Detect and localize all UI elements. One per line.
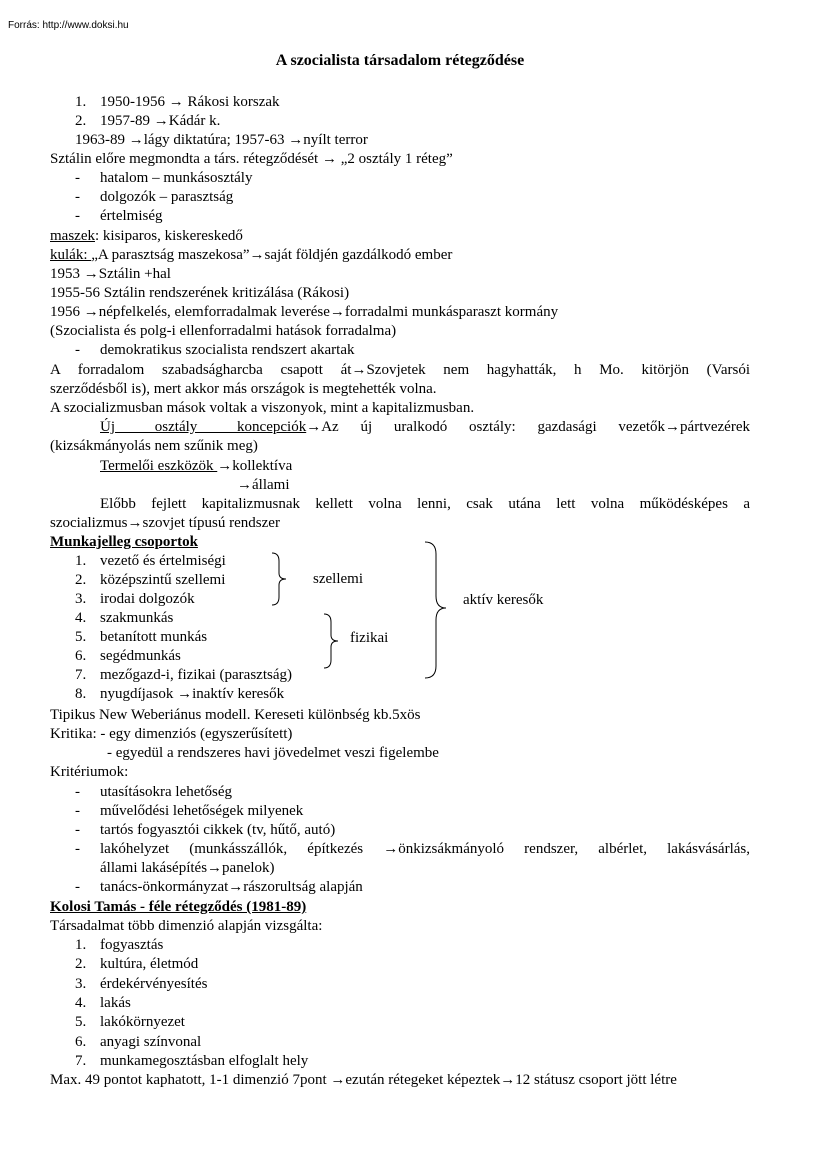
term: Új osztály koncepciók [100,419,307,435]
list-number: 7. [75,667,87,683]
source-note: Forrás: http://www.doksi.hu [8,20,129,31]
text-line: Kritika: - egy dimenziós (egyszerűsített) [50,726,293,742]
list-item: lakókörnyezet [100,1014,185,1031]
dash-bullet: - [75,170,80,186]
list-number: 2. [75,113,87,129]
text-line: Kritériumok: [50,764,129,780]
list-item: tanács-önkormányzat→rászorultság alapján [100,879,363,895]
paragraph-line: szocializmus→szovjet típusú rendszer [50,515,280,531]
list-item: lakás [100,994,131,1011]
paragraph-line: A forradalom szabadságharcba csapott át→Szovjetek nem hagyhatták, h Mo. kitörjön (Varsói [50,362,750,378]
list-number: 8. [75,686,87,702]
list-item: hatalom – munkásosztály [100,170,253,186]
list-number: 2. [75,572,87,588]
list-item: szakmunkás [100,610,174,626]
section-heading: Munkajelleg csoportok [50,534,198,550]
group-label-szellemi: szellemi [313,571,363,587]
list-number: 3. [75,975,87,992]
paragraph-line [100,418,750,437]
dash-bullet: - [75,342,80,358]
definition-line [50,227,243,246]
dash-bullet: - [75,879,80,895]
list-item: fogyasztás [100,937,164,953]
text-line: 1953 →Sztálin +hal [50,266,171,282]
list-number: 1. [75,94,87,110]
definition-line [100,457,292,476]
list-item: munkamegosztásban elfoglalt hely [100,1052,309,1069]
definition-line [50,246,452,265]
text-line: 1956 →népfelkelés, elemforradalmak leverése→forradalmi munkásparaszt kormány [50,304,559,320]
text-line: 1955-56 Sztálin rendszerének kritizálása (Rákosi) [50,285,350,301]
text-line: Tipikus New Weberiánus modell. Kereseti különbség kb.5xös [50,707,421,723]
dash-bullet: - [75,208,80,224]
list-number: 3. [75,591,87,607]
list-item: 1950-1956 → Rákosi korszak [100,94,280,110]
text-line: Max. 49 pontot kaphatott, 1-1 dimenzió 7pont →ezután rétegeket képeztek→12 státusz csoport jött létre [50,1072,677,1088]
dash-bullet: - [75,189,80,205]
paragraph-line: A szocializmusban mások voltak a viszonyok, mint a kapitalizmusban. [50,400,475,416]
text-line: Társadalmat több dimenzió alapján vizsgálta: [50,918,323,934]
list-item: értelmiség [100,208,163,224]
text-line: - egyedül a rendszeres havi jövedelmet veszi figelembe [107,745,439,761]
term: maszek [50,228,95,244]
list-item: művelődési lehetőségek milyenek [100,803,304,819]
page-title: A szocialista társadalom rétegződése [275,52,525,69]
group-label-fizikai: fizikai [350,630,389,646]
list-item: érdekérvényesítés [100,975,208,992]
list-number: 1. [75,937,87,953]
list-number: 1. [75,553,87,569]
list-number: 4. [75,610,87,626]
list-number: 4. [75,994,87,1011]
list-item: kultúra, életmód [100,956,199,973]
paragraph-line: Előbb fejlett kapitalizmusnak kellett volna lenni, csak utána lett volna működésképes a [100,496,750,512]
paragraph-line: (kizsákmányolás nem szűnik meg) [50,438,258,454]
list-number: 5. [75,1014,87,1031]
list-item: nyugdíjasok →inaktív keresők [100,686,285,702]
list-item: segédmunkás [100,648,181,664]
section-heading: Kolosi Tamás - féle rétegződés (1981-89) [50,899,307,915]
text-line: →állami [237,477,290,493]
list-item: anyagi színvonal [100,1033,202,1050]
list-item: mezőgazd-i, fizikai (parasztság) [100,667,292,683]
dash-bullet: - [75,803,80,819]
text-line: (Szocialista és polg-i ellenforradalmi hatások forradalma) [50,323,397,339]
list-item: irodai dolgozók [100,591,195,607]
dash-bullet: - [75,822,80,838]
list-item: vezető és értelmiségi [100,553,226,569]
list-item: tartós fogyasztói cikkek (tv, hűtő, autó) [100,822,336,838]
dash-bullet: - [75,841,80,857]
paragraph-line: szerződésből is), mert akkor más országok is megtehették volna. [50,381,437,397]
text-line: Sztálin előre megmondta a társ. rétegződését → „2 osztály 1 réteg” [50,151,453,167]
group-label-aktiv: aktív keresők [463,592,544,608]
list-number: 2. [75,956,87,973]
brace-szellemi [270,551,290,607]
brace-fizikai [322,612,342,670]
dash-bullet: - [75,784,80,800]
list-item: dolgozók – parasztság [100,189,234,205]
term: Termelői eszközök [100,458,218,474]
list-item: lakóhelyzet (munkásszállók, építkezés →önkizsákmányoló rendszer, albérlet, lakásvásárlás, [100,841,750,857]
list-item-continuation: állami lakásépítés→panelok) [100,860,275,876]
list-item: utasításokra lehetőség [100,784,233,800]
list-item: középszintű szellemi [100,572,226,588]
list-item: demokratikus szocialista rendszert akartak [100,342,355,358]
brace-aktiv [422,540,450,680]
definition: „A parasztság maszekosa”→saját földjén gazdálkodó ember [91,247,453,263]
list-number: 6. [75,648,87,664]
list-item: betanított munkás [100,629,208,645]
text-line: 1963-89 →lágy diktatúra; 1957-63 →nyílt terror [75,132,368,148]
list-number: 7. [75,1052,87,1069]
list-number: 5. [75,629,87,645]
definition: →Az új uralkodó osztály: gazdasági vezetők→pártvezérek [306,419,750,435]
definition: →kollektíva [217,458,293,474]
list-number: 6. [75,1033,87,1050]
list-item: 1957-89 →Kádár k. [100,113,221,129]
definition: : kisiparos, kiskereskedő [94,228,243,244]
term: kulák: [50,247,92,263]
